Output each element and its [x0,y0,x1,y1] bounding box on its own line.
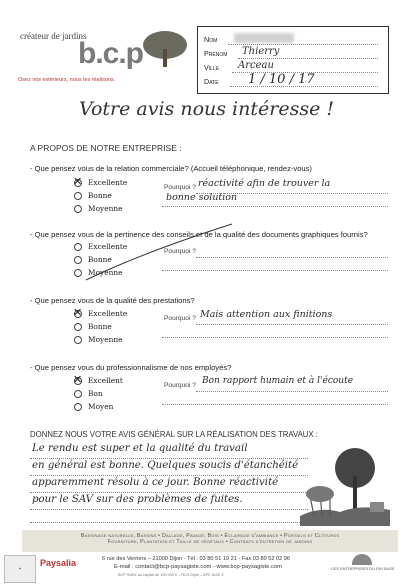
footer-services-band [22,530,398,552]
date-label: Date [204,77,219,86]
checkbox-q1-bonne[interactable] [74,192,82,200]
option-q1-3: Moyenne [88,204,123,213]
brand-top-text: créateur de jardins [20,31,87,41]
option-q2-1: Excellente [88,242,128,251]
company-logo [18,27,188,87]
general-line-2: en général est bonne. Quelques soucis d'étanchéité [32,460,299,471]
check-mark-icon: ✕ [73,307,83,319]
why-label-q3: Pourquoi ? [164,315,196,322]
general-title: DONNEZ NOUS VOTRE AVIS GÉNÉRAL SUR LA RÉALISATION DES TRAVAUX : [30,430,318,439]
why-label-q2: Pourquoi ? [164,248,196,255]
prenom-value: Thierry [242,46,280,57]
option-q4-2: Bon [88,389,103,398]
page-title: Votre avis nous intéresse ! [79,98,334,120]
option-q2-2: Bonne [88,255,112,264]
checkbox-q2-excellente[interactable] [74,243,82,251]
footer-address: 6 rue des Verriers – 21000 Dijon · Tél : 03 80 51 19 21 - Fax 03 80 52 02 96 [102,556,291,562]
check-mark-icon: ✕ [73,176,83,188]
services-line-2: Fourniture, Plantation et Taille de végétaux • Contrats d'entretien de jardins [107,539,313,545]
footer-contact: E-mail : contact@bcp-paysagiste.com - www.bcp-paysagiste.com [114,564,282,570]
checkbox-q1-moyenne[interactable] [74,205,82,213]
question-4: - Que pensez vous du professionnalisme de nos employés? [30,363,232,372]
option-q4-3: Moyen [88,402,114,411]
checkbox-q3-moyenne[interactable] [74,336,82,344]
checkbox-q2-bonne[interactable] [74,256,82,264]
prenom-label: Prénom [204,49,228,58]
entreprises-paysage-badge: LES ENTREPRISES DU PAYSAGE [331,566,395,571]
answer-q1-line1: réactivité afin de trouver la [198,178,331,189]
option-q3-1: Excellente [88,309,128,318]
paysalia-badge: Paysalia [40,558,77,568]
checkbox-q4-bon[interactable] [74,390,82,398]
general-line-4: pour le SAV sur des problèmes de fuites. [32,494,243,505]
brand-mark: b.c.p [78,37,144,70]
option-q4-1: Excellent [88,376,123,385]
strike-through-line [84,222,234,284]
question-1: - Que pensez vous de la relation commerciale? (Accueil téléphonique, rendez-vous) [30,164,312,173]
client-info-box [197,26,389,94]
checkbox-q4-moyen[interactable] [74,403,82,411]
ville-value: Arceau [238,60,274,71]
tagline: Osez vos extérieurs, nous les réalisons. [18,77,116,83]
ville-label: Ville [204,63,220,72]
paysage-logo-icon [352,554,372,565]
services-line-1: Bassinage naturelle, Bassins • Dallage, Pavage, Bois • Éclairage d'ambiance • Portails et Clôtures [80,533,340,539]
badge-left: ✦ [4,555,36,583]
section-title: A PROPOS DE NOTRE ENTREPRISE : [30,143,182,153]
option-q3-2: Bonne [88,322,112,331]
answer-q1-line2: bonne solution [166,192,238,203]
nom-redacted [234,33,294,43]
checkbox-q2-moyenne[interactable] [74,269,82,277]
garden-illustration [300,446,390,526]
why-label-q4: Pourquoi ? [164,382,196,389]
checkbox-q3-bonne[interactable] [74,323,82,331]
general-line-3: apparemment résolu à ce jour. Bonne réactivité [32,477,279,488]
answer-q3-line1: Mais attention aux finitions [200,309,333,320]
question-2: - Que pensez vous de la pertinence des conseils et de la qualité des documents graphiques fournis? [30,230,368,239]
option-q3-3: Moyenne [88,335,123,344]
option-q1-2: Bonne [88,191,112,200]
question-3: - Que pensez vous de la qualité des prestations? [30,296,195,305]
option-q1-1: Excellente [88,178,128,187]
option-q2-3: Moyenne [88,268,123,277]
general-line-1: Le rendu est super et la qualité du travail [32,443,248,454]
tree-icon [140,29,190,69]
nom-label: Nom [204,35,218,44]
answer-q4-line1: Bon rapport humain et à l'écoute [202,376,354,386]
date-value: 1 / 10 / 17 [248,72,315,87]
footer-legal: BCP SARL au capital de 100 000 € – RCS Dijon – APE 8130 Z [118,573,224,577]
check-mark-icon: ✕ [73,374,83,386]
why-label-q1: Pourquoi ? [164,184,196,191]
